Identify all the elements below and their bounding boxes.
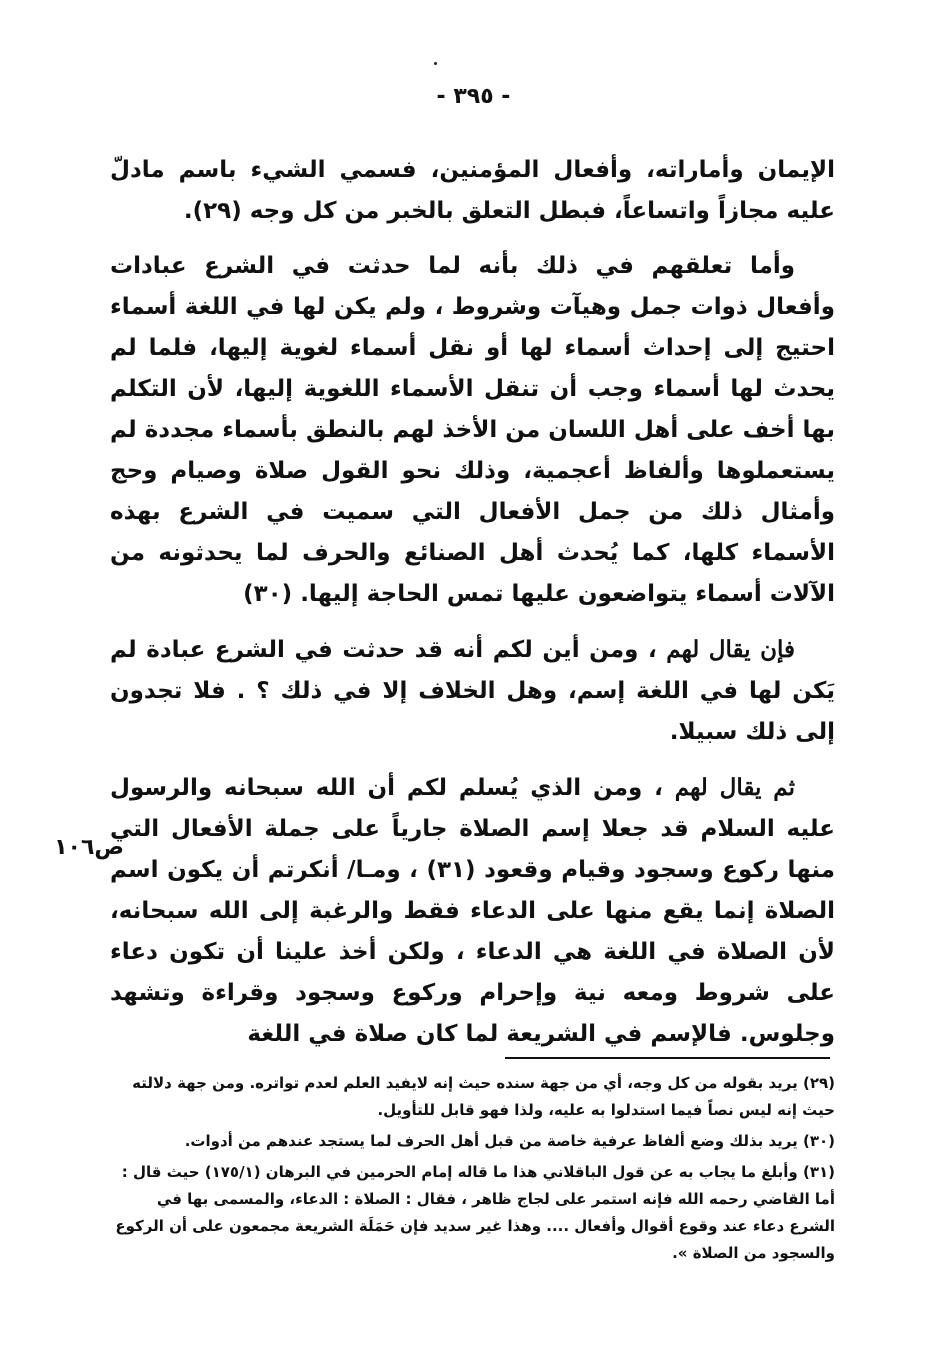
- footnote-29-text: يريد بقوله من كل وجه، أي من جهة سنده حيث إنه لايفيد العلم لعدم تواتره. ومن جهة دلالته حيث إنه ليس نصاً فيما استدلوا به عليه، ولذا فهو قابل للتأويل.: [132, 1074, 835, 1119]
- footnote-29: [115, 1070, 835, 1124]
- footnote-30: [115, 1128, 835, 1155]
- footnote-31-marker: (٣١): [802, 1163, 835, 1181]
- paragraph-3: [110, 629, 835, 753]
- page-number: - ٣٩٥ -: [436, 84, 511, 109]
- page-dot-mark: [434, 62, 437, 65]
- manuscript-page-margin-note: ص١٠٦: [54, 835, 124, 860]
- footnote-30-marker: (٣٠): [802, 1132, 835, 1150]
- footnote-31: [115, 1159, 835, 1267]
- footnote-30-text: يريد بذلك وضع ألفاظ عرفية خاصة من قبل أهل الحرف لما يستجد عندهم من أدوات.: [184, 1132, 798, 1150]
- footnote-29-marker: (٢٩): [802, 1074, 835, 1092]
- footnote-divider: [505, 1057, 830, 1059]
- paragraph-1: [110, 150, 835, 232]
- paragraph-3-lead: فإن يقال لهم: [666, 636, 795, 663]
- paragraph-4: [110, 767, 835, 1055]
- paragraph-1-text: الإيمان وأماراته، وأفعال المؤمنين، فسمي الشيء باسم مادلّ عليه مجازاً واتساعاً، فبطل التعلق بالخبر من كل وجه (٢٩).: [110, 157, 835, 224]
- footnotes-block: [115, 1070, 835, 1271]
- paragraph-3-text: ، ومن أين لكم أنه قد حدثت في الشرع عبادة لم يَكن لها في اللغة إسم، وهل الخلاف إلا في ذلك ؟ . فلا تجدون إلى ذلك سبيلا.: [110, 637, 835, 745]
- paragraph-4-lead: ثم يقال لهم: [674, 774, 795, 801]
- paragraph-4-text: ، ومن الذي يُسلم لكم أن الله سبحانه والرسول عليه السلام قد جعلا إسم الصلاة جارياً على جملة الأفعال التي منها ركوع وسجود وقيام وقعود (٣١) ، ومـا/ أنكرتم أن يكون اسم الصلاة إنما يقع منها على الدعاء فقط والرغبة إلى الله سبحانه، لأن الصلاة في اللغة هي الدعاء ، ولكن أخذ علينا أن تكون دعاء على شروط ومعه نية وإحرام وركوع وسجود وقراءة وتشهد وجلوس. فالإسم في الشريعة لما كان صلاة في اللغة: [110, 775, 836, 1047]
- footnote-31-text: وأبلغ ما يجاب به عن قول الباقلاني هذا ما قاله إمام الحرمين في البرهان (١٧٥/١) حيث قال : أما القاضي رحمه الله فإنه استمر على لجاج ظاهر ، فقال : الصلاة : الدعاء، والمسمى بها في الشرع دعاء عند وقوع أقوال وأفعال .... وهذا غير سديد فإن حَمَلَة الشريعة مجمعون على أن الركوع والسجود من الصلاة ».: [115, 1163, 835, 1262]
- paragraph-2: [110, 246, 835, 615]
- paragraph-2-text: وأما تعلقهم في ذلك بأنه لما حدثت في الشرع عبادات وأفعال ذوات جمل وهيآت وشروط ، ولم يكن لها في اللغة أسماء احتيج إلى إحداث أسماء لها أو نقل أسماء لغوية إليها، فلما لم يحدث لها أسماء وجب أن تنقل الأسماء اللغوية إليها، لأن التكلم بها أخف على أهل اللسان من الأخذ لهم بالنطق بأسماء مجددة لم يستعملوها وألفاظ أعجمية، وذلك نحو القول صلاة وصيام وحج وأمثال ذلك من جمل الأفعال التي سميت في الشرع بهذه الأسماء كلها، كما يُحدث أهل الصنائع والحرف لما يحدثونه من الآلات أسماء يتواضعون عليها تمس الحاجة إليها. (٣٠): [110, 253, 835, 607]
- main-text-block: [110, 150, 835, 1069]
